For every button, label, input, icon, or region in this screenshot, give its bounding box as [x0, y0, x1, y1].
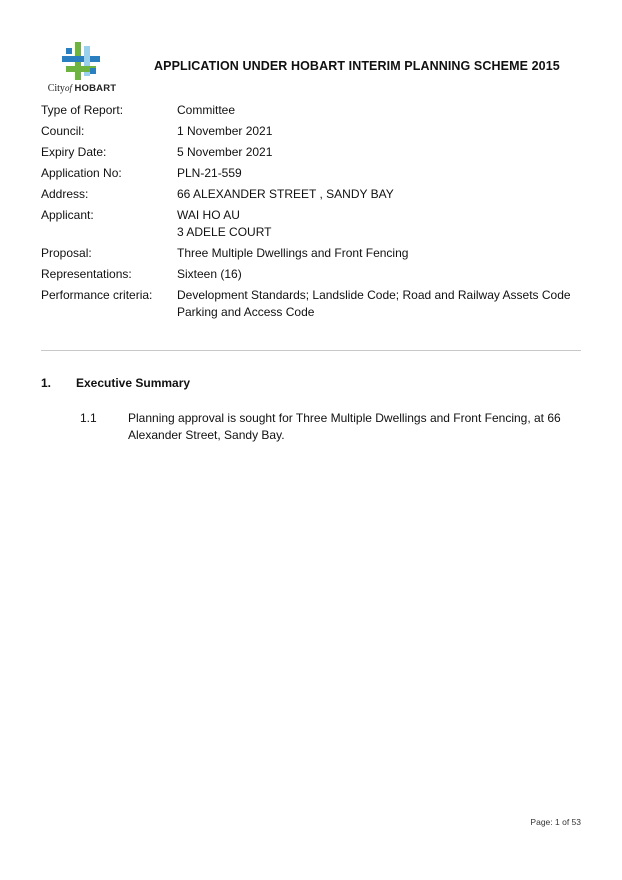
field-row-type-of-report	[41, 102, 601, 119]
field-label: Address:	[41, 187, 89, 201]
report-fields	[41, 102, 601, 325]
paragraph-text: Planning approval is sought for Three Multiple Dwellings and Front Fencing, at 66 Alexander Street, Sandy Bay.	[128, 411, 561, 442]
field-value	[177, 123, 601, 140]
field-value-line: 5 November 2021	[177, 145, 273, 159]
field-row-applicant	[41, 207, 601, 241]
field-value	[177, 287, 601, 321]
field-row-performance-criteria	[41, 287, 601, 321]
field-row-proposal	[41, 245, 601, 262]
field-value	[177, 186, 601, 203]
paragraph-number: 1.1	[80, 411, 97, 425]
field-row-council	[41, 123, 601, 140]
field-label: Proposal:	[41, 246, 92, 260]
field-value-line: 66 ALEXANDER STREET , SANDY BAY	[177, 187, 394, 201]
field-label: Representations:	[41, 267, 132, 281]
paragraph	[80, 410, 580, 444]
field-value-line: 3 ADELE COURT	[177, 225, 272, 239]
field-label: Application No:	[41, 166, 122, 180]
logo-of-text: of	[64, 83, 72, 93]
field-value	[177, 245, 601, 262]
section-divider	[41, 350, 581, 351]
field-value-line: Sixteen (16)	[177, 267, 242, 281]
field-label: Council:	[41, 124, 85, 138]
field-row-application-no	[41, 165, 601, 182]
field-label: Type of Report:	[41, 103, 124, 117]
field-value-line: Parking and Access Code	[177, 305, 315, 319]
field-value	[177, 102, 601, 119]
city-of-hobart-logo	[44, 42, 120, 98]
field-value-line: WAI HO AU	[177, 208, 240, 222]
field-label: Applicant:	[41, 208, 94, 222]
field-row-address	[41, 186, 601, 203]
field-label: Performance criteria:	[41, 288, 153, 302]
field-value-line: Three Multiple Dwellings and Front Fencing	[177, 246, 409, 260]
field-value-line: Committee	[177, 103, 236, 117]
field-row-representations	[41, 266, 601, 283]
field-value	[177, 207, 601, 241]
field-value	[177, 266, 601, 283]
field-value	[177, 165, 601, 182]
field-label: Expiry Date:	[41, 145, 107, 159]
field-value-line: Development Standards; Landslide Code; Road and Railway Assets Code	[177, 288, 571, 302]
field-value-line: PLN-21-559	[177, 166, 242, 180]
field-row-expiry-date	[41, 144, 601, 161]
field-value-line: 1 November 2021	[177, 124, 273, 138]
logo-wordmark	[44, 83, 120, 94]
logo-city-text: City	[47, 83, 65, 94]
field-value	[177, 144, 601, 161]
page-number: Page: 1 of 53	[530, 817, 581, 827]
section-heading	[41, 376, 190, 390]
page-title: APPLICATION UNDER HOBART INTERIM PLANNING SCHEME 2015	[154, 59, 560, 73]
logo-hobart-text: HOBART	[74, 83, 117, 94]
section-title: Executive Summary	[76, 376, 191, 390]
hobart-logo-icon	[62, 42, 100, 80]
section-number: 1.	[41, 376, 52, 390]
